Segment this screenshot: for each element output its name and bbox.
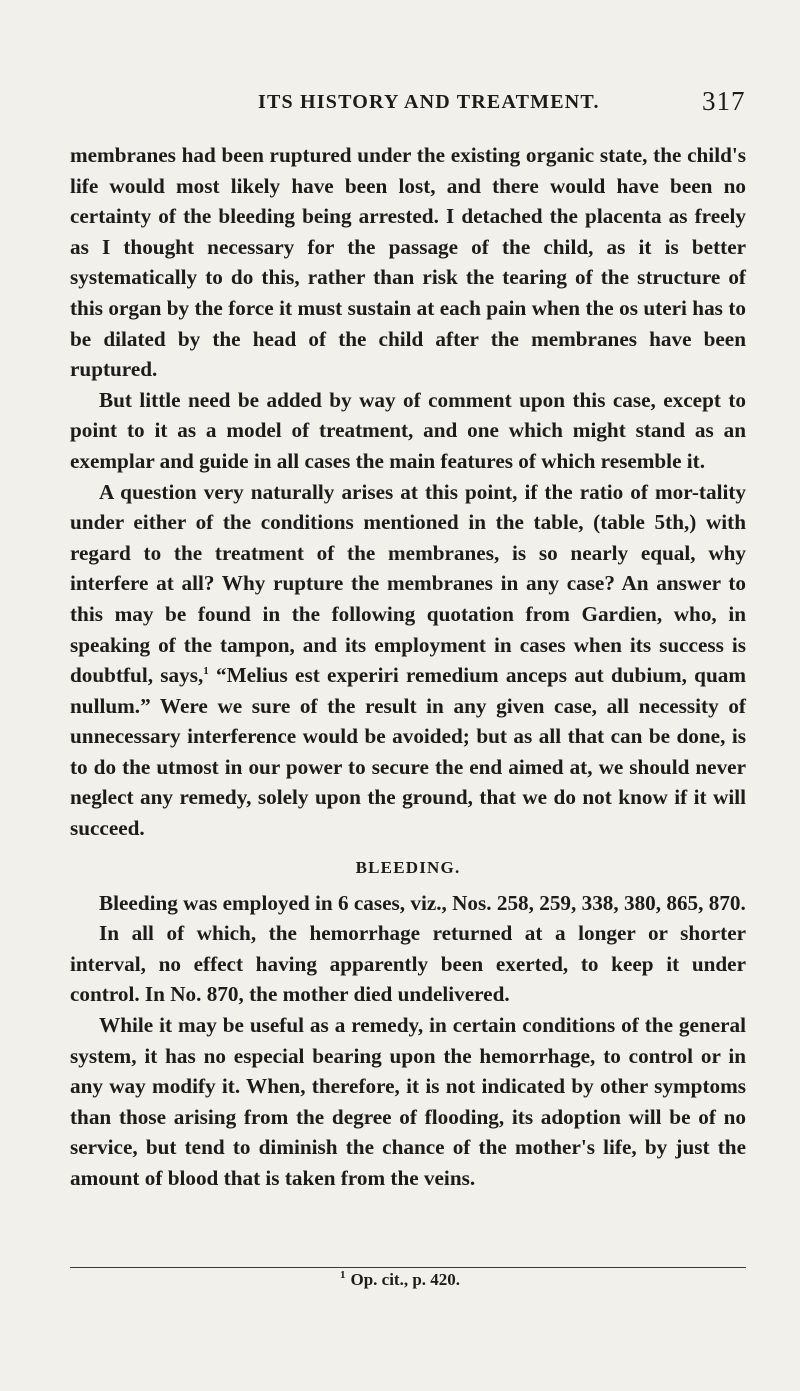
- paragraph-question: [70, 477, 746, 844]
- paragraph-question-text-a: A question very naturally arises at this point, if the ratio of mor-tality under either of the conditions mentioned in the table, (table 5th,) with regard to the treatment of the membranes, is so nearly equal, why interfere at all? Why rupture the membranes in any case? An answer to this may be found in the following quotation from Gardien, who, in speaking of the tampon, and its employment in cases when its success is doubtful, says,: [70, 479, 746, 688]
- running-head: [0, 86, 800, 125]
- paragraph-comment: But little need be added by way of comment upon this case, except to point to it as a model of treatment, and one which might stand as an exemplar and guide in all cases the main features of which resemble it.: [70, 387, 746, 473]
- section-heading: BLEEDING.: [355, 857, 461, 877]
- page-number: 317: [702, 86, 746, 116]
- paragraph-question-text-b: “Melius est experiri remedium anceps aut dubium, quam nullum.” Were we sure of the result in any given case, all necessity of unnecessary interference would be avoided; but as all that can be done, is to do the utmost in our power to secure the end aimed at, we should never neglect any remedy, solely upon the ground, that we do not know if it will succeed.: [70, 663, 746, 841]
- footnote-reference: 1: [203, 665, 209, 678]
- paragraph-bleeding-cases: Bleeding was employed in 6 cases, viz., Nos. 258, 259, 338, 380, 865, 870.: [99, 890, 746, 915]
- footnote: [0, 1269, 800, 1290]
- footnote-mark: 1: [339, 1269, 346, 1281]
- body-text: [70, 140, 746, 1194]
- paragraph-bleeding-remedy: While it may be useful as a remedy, in certain conditions of the general system, it has no especial bearing upon the hemorrhage, to control or in any way modify it. When, therefore, it is not indicated by other symptoms than those arising from the degree of flooding, its adoption will be of no service, but tend to diminish the chance of the mother's life, by just the amount of blood that is taken from the veins.: [70, 1013, 746, 1190]
- footnote-text: Op. cit., p. 420.: [350, 1270, 461, 1289]
- running-title: ITS HISTORY AND TREATMENT.: [258, 91, 600, 113]
- footnote-divider: [70, 1267, 746, 1268]
- paragraph-bleeding-result: In all of which, the hemorrhage returned at a longer or shorter interval, no effect having apparently been exerted, to keep it under control. In No. 870, the mother died undelivered.: [70, 921, 746, 1007]
- paragraph-continuation: membranes had been ruptured under the existing organic state, the child's life would most likely have been lost, and there would have been no certainty of the bleeding being arrested. I detached the placenta as freely as I thought necessary for the passage of the child, as it is better systematically to do this, rather than risk the tearing of the structure of this organ by the force it must sustain at each pain when the os uteri has to be dilated by the head of the child after the membranes have been ruptured.: [70, 143, 746, 382]
